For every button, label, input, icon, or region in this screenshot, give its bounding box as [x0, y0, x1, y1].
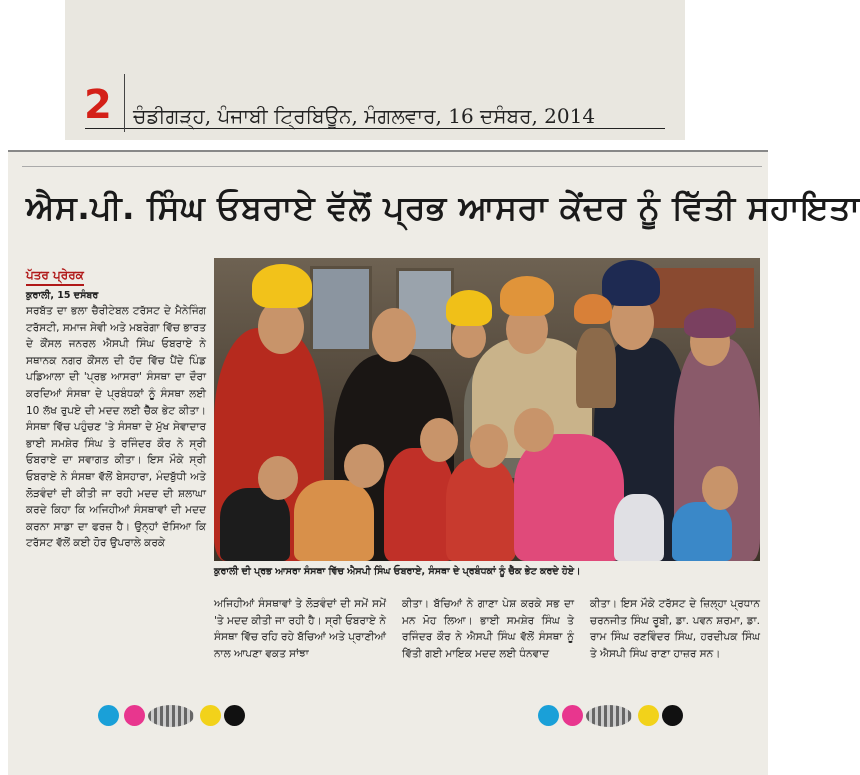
article-headline: ਐਸ.ਪੀ. ਸਿੰਘ ਓਬਰਾਏ ਵੱਲੋਂ ਪ੍ਰਭ ਆਸਰਾ ਕੇਂਦਰ ਨੂੰ ਵਿੱਤੀ ਸਹਾਇਤਾ	[26, 188, 860, 227]
magenta-dot	[124, 705, 145, 726]
child-head	[514, 408, 554, 452]
child-figure	[294, 480, 374, 561]
child-head	[420, 418, 458, 462]
masthead-line: ਚੰਡੀਗੜ੍ਹ, ਪੰਜਾਬੀ ਟ੍ਰਿਬਿਊਨ, ਮੰਗਲਵਾਰ, 16 ਦਸੰਬਰ, 2014	[124, 74, 595, 132]
article-dateline: ਕੁਰਾਲੀ, 15 ਦਸੰਬਰ	[26, 290, 99, 301]
article-column-3: ਕੀਤਾ। ਬੱਚਿਆਂ ਨੇ ਗਾਣਾ ਪੇਸ਼ ਕਰਕੇ ਸਭ ਦਾ ਮਨ ਮੋਹ ਲਿਆ। ਭਾਈ ਸਮਸ਼ੇਰ ਸਿੰਘ ਤੇ ਰਜਿੰਦਰ ਕੌਰ ਨੇ ਐਸਪੀ ਸਿੰਘ ਵੱਲੋਂ ਸੰਸਥਾ ਨੂੰ ਵਿੱਤੀ ਗਈ ਮਾਇਕ ਮਦਦ ਲਈ ਧੰਨਵਾਦ	[402, 598, 574, 660]
registration-marks-left	[98, 705, 248, 727]
article-column-1: ਸਰਬੱਤ ਦਾ ਭਲਾ ਚੈਰੀਟੇਬਲ ਟਰੱਸਟ ਦੇ ਮੈਨੇਜਿੰਗ ਟਰੱਸਟੀ, ਸਮਾਜ ਸੇਵੀ ਅਤੇ ਮਬਰੇਗਾ ਵਿੱਚ ਭਾਰਤ ਦੇ ਕੌਂਸਲ ਜਨਰਲ ਐਸਪੀ ਸਿੰਘ ਓਬਰਾਏ ਨੇ ਸਥਾਨਕ ਨਗਰ ਕੌਂਸਲ ਦੀ ਹੱਦ ਵਿੱਚ ਪੈਂਦੇ ਪਿੰਡ ਪਡਿਆਲਾ ਦੀ 'ਪ੍ਰਭ ਆਸਰਾ' ਸੰਸਥਾ ਦਾ ਦੌਰਾ ਕਰਦਿਆਂ ਸੰਸਥਾ ਦੇ ਪ੍ਰਬੰਧਕਾਂ ਨੂੰ ਸੰਸਥਾ ਲਈ 10 ਲੱਖ ਰੁਪਏ ਦੀ ਮਦਦ ਲਈ ਚੈੱਕ ਭੇਟ ਕੀਤਾ। ਸੰਸਥਾ ਵਿੱਚ ਪਹੁੰਚਣ 'ਤੇ ਸੰਸਥਾ ਦੇ ਮੁੱਖ ਸੇਵਾਦਾਰ ਭਾਈ ਸਮਸ਼ੇਰ ਸਿੰਘ ਤੇ ਰਜਿੰਦਰ ਕੌਰ ਨੇ ਸ੍ਰੀ ਓਬਰਾਏ ਦਾ ਸਵਾਗਤ ਕੀਤਾ। ਇਸ ਮੌਕੇ ਸ੍ਰੀ ਓਬਰਾਏ ਨੇ ਸੰਸਥਾ ਵੱਲੋਂ ਬੇਸਹਾਰਾ, ਮੰਦਬੁੱਧੀ ਅਤੇ ਲੋੜਵੰਦਾਂ ਦੀ ਕੀਤੀ ਜਾ ਰਹੀ ਮਦਦ ਦੀ ਸ਼ਲਾਘਾ ਕਰਦੇ ਕਿਹਾ ਕਿ ਅਜਿਹੀਆਂ ਸੰਸਥਾਵਾਂ ਦੀ ਮਦਦ ਕਰਨਾ ਸਾਡਾ ਦਾ ਫਰਜ਼ ਹੈ। ਉਨ੍ਹਾਂ ਦੱਸਿਆ ਕਿ ਟਰੱਸਟ ਵੱਲੋਂ ਕਈ ਹੋਰ ਉਪਰਾਲੇ ਕਰਕੇ	[26, 305, 206, 550]
yellow-dot	[200, 705, 221, 726]
black-dot	[662, 705, 683, 726]
headscarf	[684, 308, 736, 338]
black-dot	[224, 705, 245, 726]
news-photo	[214, 258, 760, 561]
child-head	[258, 456, 298, 500]
child-head	[470, 424, 508, 468]
registration-marks-right	[538, 705, 688, 727]
child-head	[344, 444, 384, 488]
grey-swatch	[586, 705, 632, 727]
cyan-dot	[538, 705, 559, 726]
person-head	[258, 300, 304, 354]
photo-caption: ਕੁਰਾਲੀ ਦੀ ਪ੍ਰਭ ਆਸਰਾ ਸੰਸਥਾ ਵਿੱਚ ਐਸਪੀ ਸਿੰਘ ਓਬਰਾਏ, ਸੰਸਥਾ ਦੇ ਪ੍ਰਬੰਧਕਾਂ ਨੂੰ ਚੈੱਕ ਭੇਟ ਕਰਦੇ ਹੋਏ।	[214, 566, 581, 577]
person-figure	[576, 328, 616, 408]
photo-window	[310, 266, 372, 352]
turban-yellow	[252, 264, 312, 308]
child-figure	[446, 458, 516, 561]
turban-yellow	[446, 290, 492, 326]
cyan-dot	[98, 705, 119, 726]
turban-orange	[574, 294, 612, 324]
child-figure	[614, 494, 664, 561]
article-column-4: ਕੀਤਾ। ਇਸ ਮੌਕੇ ਟਰੱਸਟ ਦੇ ਜ਼ਿਲ੍ਹਾ ਪ੍ਰਧਾਨ ਚਰਨਜੀਤ ਸਿੰਘ ਰੂਬੀ, ਡਾ. ਪਵਨ ਸ਼ਰਮਾ, ਡਾ. ਰਾਮ ਸਿੰਘ ਰਣਵਿੰਦਰ ਸਿੰਘ, ਹਰਦੀਪਕ ਸਿੰਘ ਤੇ ਐਸਪੀ ਸਿੰਘ ਰਾਣਾ ਹਾਜ਼ਰ ਸਨ।	[590, 598, 760, 660]
turban-orange	[500, 276, 554, 316]
turban-navy	[602, 260, 660, 306]
child-figure	[384, 448, 454, 561]
article-column-2: ਅਜਿਹੀਆਂ ਸੰਸਥਾਵਾਂ ਤੇ ਲੋੜਵੰਦਾਂ ਦੀ ਸਮੇਂ ਸਮੇਂ 'ਤੇ ਮਦਦ ਕੀਤੀ ਜਾ ਰਹੀ ਹੈ। ਸ੍ਰੀ ਓਬਰਾਏ ਨੇ ਸੰਸਥਾ ਵਿੱਚ ਰਹਿ ਰਹੇ ਬੱਚਿਆਂ ਅਤੇ ਪ੍ਰਾਣੀਆਂ ਨਾਲ ਆਪਣਾ ਵਕਤ ਸਾਂਝਾ	[214, 598, 386, 660]
person-head	[372, 308, 416, 362]
magenta-dot	[562, 705, 583, 726]
child-head	[702, 466, 738, 510]
page-number: 2	[84, 82, 112, 128]
yellow-dot	[638, 705, 659, 726]
child-figure	[514, 434, 624, 561]
clipping-rule	[22, 166, 762, 167]
article-byline: ਪੱਤਰ ਪ੍ਰੇਰਕ	[26, 268, 84, 286]
child-figure	[672, 502, 732, 561]
grey-swatch	[148, 705, 194, 727]
